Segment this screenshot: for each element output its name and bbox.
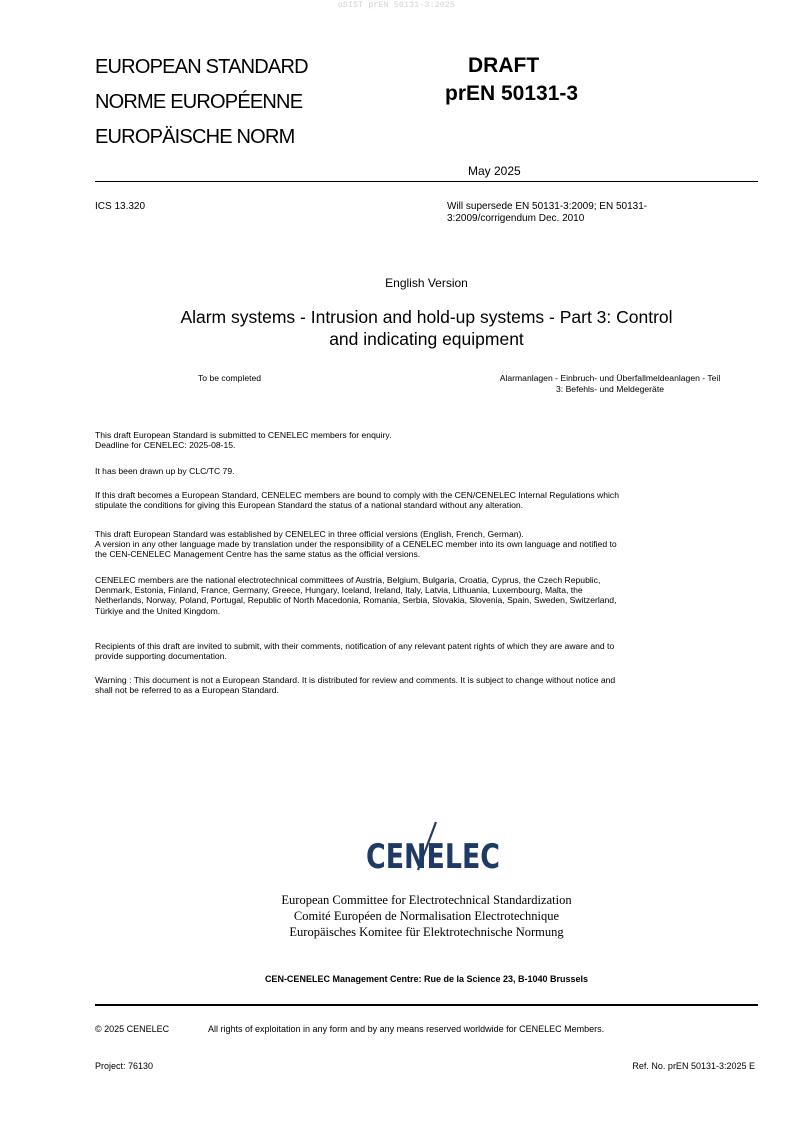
rights-statement: All rights of exploitation in any form and by any means reserved worldwide for CENELEC Members.: [208, 1024, 605, 1034]
ics-code: ICS 13.320: [95, 201, 146, 212]
paragraph-line: This draft European Standard was established by CENELEC in three official versions (English, French, German).: [95, 529, 524, 539]
paragraph-regulations: [95, 490, 755, 510]
standard-name-fr: NORME EUROPÉENNE: [95, 91, 303, 113]
supersede-line-1: Will supersede EN 50131-3:2009; EN 50131-: [447, 201, 648, 212]
title-line-1: Alarm systems - Intrusion and hold-up systems - Part 3: Control: [180, 307, 673, 327]
project-number: Project: 76130: [95, 1061, 154, 1071]
paragraph-line: A version in any other language made by translation under the responsibility of a CENELEC member into its own language and notified to: [95, 539, 617, 550]
paragraph-line: Netherlands, Norway, Poland, Portugal, Republic of North Macedonia, Romania, Serbia, Slovakia, Slovenia, Spain, Sweden, Switzerland,: [95, 595, 617, 606]
watermark: oSIST prEN 50131-3:2025: [337, 1, 456, 10]
paragraph-line: Warning : This document is not a European Standard. It is distributed for review and comments. It is subject to change without notice and: [95, 675, 616, 685]
paragraph-committee: [95, 466, 755, 476]
paragraph-line: Türkiye and the United Kingdom.: [95, 605, 221, 616]
reference-number: Ref. No. prEN 50131-3:2025 E: [632, 1061, 755, 1071]
paragraph-line: If this draft becomes a European Standard, CENELEC members are bound to comply with the CEN/CENELEC Internal Regulations which: [95, 490, 619, 500]
header-rule: [95, 181, 758, 182]
paragraph-line: Denmark, Estonia, Finland, France, Germany, Greece, Hungary, Iceland, Ireland, Italy, Latvia, Lithuania, Luxembourg, Malta, the: [95, 585, 583, 596]
paragraph-line: stipulate the conditions for giving this European Standard the status of a national standard without any alteration.: [95, 500, 524, 511]
standard-name-de: EUROPÄISCHE NORM: [95, 126, 295, 148]
paragraph-warning: [95, 675, 755, 695]
paragraph-line: shall not be referred to as a European Standard.: [95, 685, 279, 696]
publication-date: May 2025: [468, 164, 521, 178]
footer-rule: [95, 1004, 758, 1006]
paragraph-line: Deadline for CENELEC: 2025-08-15.: [95, 440, 236, 451]
paragraph-line: provide supporting documentation.: [95, 651, 227, 662]
title-line-2: and indicating equipment: [329, 329, 524, 349]
german-title-line-2: 3: Befehls- und Meldegeräte: [556, 384, 664, 394]
committee-names: [95, 892, 758, 940]
document-title: [95, 306, 758, 350]
draft-status: DRAFT: [468, 54, 540, 77]
german-title-line-1: Alarmanlagen - Einbruch- und Überfallmeldeanlagen - Teil: [499, 373, 721, 383]
copyright: © 2025 CENELEC: [95, 1024, 170, 1034]
paragraph-line: CENELEC members are the national electrotechnical committees of Austria, Belgium, Bulgaria, Croatia, Cyprus, the Czech Republic,: [95, 575, 601, 585]
committee-name-fr: Comité Européen de Normalisation Electrotechnique: [293, 909, 560, 923]
paragraph-versions: [95, 529, 755, 560]
standard-name-en: EUROPEAN STANDARD: [95, 56, 308, 78]
paragraph-line: Recipients of this draft are invited to submit, with their comments, notification of any relevant patent rights of which they are aware and to: [95, 641, 615, 651]
german-title: [460, 373, 760, 395]
standard-code: prEN 50131-3: [445, 82, 579, 105]
paragraph-line: the CEN-CENELEC Management Centre has the same status as the official versions.: [95, 549, 421, 560]
management-centre-address: CEN-CENELEC Management Centre: Rue de la Science 23, B-1040 Brussels: [264, 974, 589, 984]
paragraph-enquiry: [95, 430, 755, 450]
french-title: To be completed: [198, 373, 262, 383]
paragraph-line: It has been drawn up by CLC/TC 79.: [95, 466, 235, 476]
committee-name-de: Europäisches Komitee für Elektrotechnische Normung: [289, 925, 564, 939]
paragraph-members: [95, 575, 755, 616]
paragraph-line: This draft European Standard is submitted to CENELEC members for enquiry.: [95, 430, 392, 440]
cenelec-logo-text: CENELEC: [366, 837, 500, 872]
committee-name-en: European Committee for Electrotechnical Standardization: [281, 893, 572, 907]
version-label: English Version: [385, 276, 468, 290]
supersede-note: [447, 201, 647, 225]
supersede-line-2: 3:2009/corrigendum Dec. 2010: [447, 213, 585, 224]
cenelec-logo: [330, 820, 530, 872]
paragraph-patents: [95, 641, 755, 661]
